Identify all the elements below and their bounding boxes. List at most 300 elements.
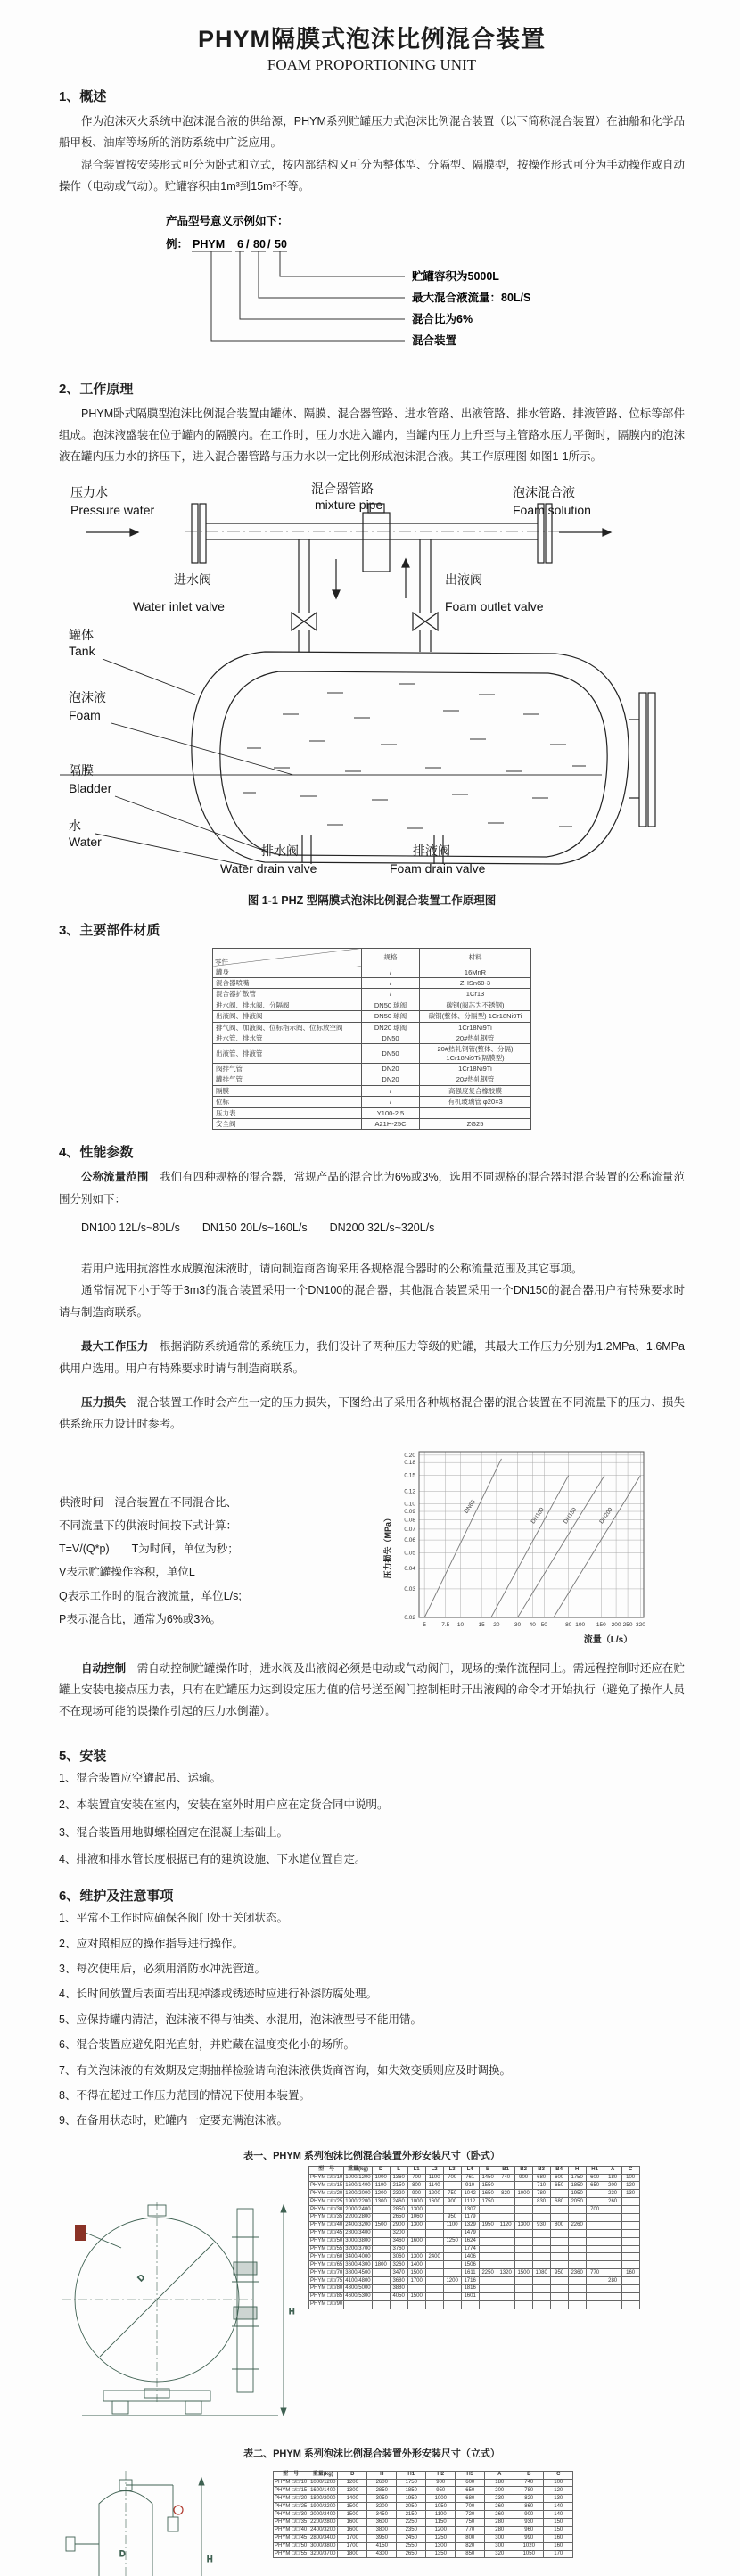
- table2-row: [274, 2511, 573, 2519]
- material-spec: Y100-2.5: [362, 1107, 420, 1118]
- material-spec: DN50 球阀: [362, 1000, 420, 1010]
- model-cell: PHYM □/□/35: [310, 2214, 343, 2220]
- dim-cell: 1500: [338, 2503, 367, 2511]
- dim-cell: [621, 2206, 639, 2214]
- section4-p2: 若用户选用抗溶性水成膜泡沫液时，请向制造商咨询采用各规格混合器时的公称流量范围及其它事项。: [81, 1263, 583, 1275]
- dim-cell: 1716: [461, 2277, 479, 2285]
- svg-text:0.09: 0.09: [404, 1508, 415, 1515]
- dim-cell: 1500: [407, 2269, 425, 2277]
- dim-cell: [550, 2190, 568, 2198]
- dim-cell: 1000/1200: [345, 2175, 371, 2181]
- dim-cell: 1506: [461, 2261, 479, 2269]
- dim-cell: [621, 2213, 639, 2221]
- dim-cell: [568, 2284, 586, 2292]
- dim-cell: 100: [621, 2174, 639, 2182]
- table2-header-cell: H2: [426, 2471, 456, 2479]
- dim-cell: 2850: [367, 2487, 397, 2495]
- dim-cell: 160: [544, 2534, 573, 2542]
- dim-cell: [568, 2237, 586, 2245]
- label-mixture-pipe-en: mixture pipe: [315, 497, 383, 512]
- dim-cell: 1300: [407, 2221, 425, 2229]
- table2-header-cell: H3: [456, 2471, 485, 2479]
- table1-header-cell: B3: [532, 2166, 550, 2174]
- dim-cell: 1329: [461, 2221, 479, 2229]
- dim-cell: [514, 2277, 532, 2285]
- dim-cell: 150: [544, 2518, 573, 2526]
- auto-control-para: [59, 1658, 685, 1723]
- dim-cell: 1300: [514, 2221, 532, 2229]
- dim-cell: 820: [497, 2190, 514, 2198]
- dim-cell: [425, 2245, 443, 2253]
- materials-header-part: 零件: [213, 948, 362, 967]
- dim-cell: 1200: [426, 2526, 456, 2534]
- dim-cell: 3060: [390, 2253, 407, 2261]
- dim-cell: 3200: [367, 2503, 397, 2511]
- dim-cell: 1800/2000: [345, 2190, 371, 2196]
- table1-row: [309, 2190, 640, 2198]
- model-designation-diagram: [166, 212, 685, 366]
- table2-header-cell: D: [338, 2471, 367, 2479]
- page-subtitle: FOAM PROPORTIONING UNIT: [267, 56, 477, 73]
- dim-cell: 1816: [461, 2284, 479, 2292]
- table1-row: [309, 2292, 640, 2300]
- table2-row: [274, 2503, 573, 2511]
- dim-cell: 1350: [426, 2550, 456, 2558]
- model-cell: PHYM □/□/15: [275, 2487, 308, 2493]
- table1-row: [309, 2198, 640, 2206]
- dim-cell: 1406: [461, 2253, 479, 2261]
- model-cell: PHYM □/□/10: [310, 2175, 343, 2181]
- dim-cell: [497, 2229, 514, 2237]
- dim-cell: [604, 2300, 621, 2309]
- dim-cell: [550, 2300, 568, 2309]
- dim-cell: 3200/3700: [308, 2550, 338, 2558]
- model-ann-device: 混合装置: [412, 333, 457, 347]
- dim-cell: 850: [456, 2550, 485, 2558]
- dim-cell: [479, 2229, 497, 2237]
- dim-cell: 2250: [479, 2269, 497, 2277]
- model-cell: PHYM □/□/65: [310, 2261, 343, 2267]
- table1-row: [309, 2245, 640, 2253]
- dim-cell: [479, 2206, 497, 2214]
- dim-cell: 1300: [372, 2198, 390, 2206]
- dim-cell: 1900/2200: [308, 2503, 338, 2511]
- label-water-inlet-en: Water inlet valve: [133, 598, 225, 613]
- dim-cell: 170: [544, 2550, 573, 2558]
- dim-cell: 1400: [338, 2495, 367, 2503]
- table2-row: [274, 2495, 573, 2503]
- dim-cell: [443, 2292, 461, 2300]
- dim-cell: 1700: [338, 2542, 367, 2550]
- label-foam-solution-en: Foam solution: [513, 502, 591, 517]
- dim-cell: 1900/2200: [345, 2198, 371, 2204]
- material-value: 有机玻璃管 φ20×3: [420, 1097, 531, 1107]
- section4-p4: [59, 1336, 685, 1379]
- dim-cell: [621, 2253, 639, 2261]
- dim-cell: [425, 2221, 443, 2229]
- model-ann-ratio: 混合比为6%: [412, 312, 473, 325]
- model-ann-volume: 贮罐容积为5000L: [412, 269, 499, 283]
- model-cell: PHYM □/□/35: [275, 2519, 308, 2525]
- dim-cell: 230: [485, 2495, 514, 2503]
- table1-header-cell: L: [390, 2166, 407, 2174]
- table1-header-cell: B1: [497, 2166, 514, 2174]
- dim-cell: [532, 2300, 550, 2309]
- dim-cell: [407, 2245, 425, 2253]
- figure-1-1-caption: 图 1-1 PHZ 型隔膜式泡沫比例混合装置工作原理图: [247, 893, 497, 907]
- supply-time-line: 供液时间 混合装置在不同混合比、: [59, 1495, 238, 1509]
- svg-text:0.02: 0.02: [404, 1614, 415, 1621]
- dim-cell: 2360: [568, 2269, 586, 2277]
- dim-cell: [443, 2206, 461, 2214]
- dim-cell: 2150: [397, 2511, 426, 2519]
- dim-cell: 600: [586, 2174, 604, 2182]
- dim-cell: [407, 2284, 425, 2292]
- table2-header-cell: H1: [397, 2471, 426, 2479]
- svg-text:DN100: DN100: [530, 1506, 546, 1525]
- dim-cell: 1500: [407, 2292, 425, 2300]
- riser-pipe: [237, 2209, 253, 2392]
- material-part-name: 进水阀、排水阀、分隔阀: [213, 1000, 362, 1010]
- table2-header-cell: C: [544, 2471, 573, 2479]
- dim-cell: [604, 2292, 621, 2300]
- maintenance-item: 3、每次使用后，必须用消防水冲洗管道。: [59, 1963, 266, 1975]
- table1-row: [309, 2206, 640, 2214]
- table1-header-cell: L1: [407, 2166, 425, 2174]
- maintenance-item: 4、长时间放置后表面若出现掉漆或锈迹时应进行补漆防腐处理。: [59, 1988, 377, 2001]
- model-cell: PHYM □/□/50: [310, 2238, 343, 2244]
- vertical-tank-drawing: [59, 2464, 273, 2576]
- dim-cell: [568, 2229, 586, 2237]
- table1-header-cell: B2: [514, 2166, 532, 2174]
- dim-cell: 680: [550, 2198, 568, 2206]
- label-foam-drain-en: Foam drain valve: [390, 860, 486, 876]
- dim-cell: 280: [485, 2526, 514, 2534]
- dim-cell: [532, 2229, 550, 2237]
- maintenance-item: 7、有关泡沫液的有效期及定期抽样检验请向泡沫液供货商咨询，如失效变质则应及时调换。: [59, 2063, 511, 2077]
- dim-cell: 2450: [397, 2534, 426, 2542]
- table2-header-cell: 重量(kg): [308, 2471, 338, 2479]
- dim-cell: [425, 2206, 443, 2214]
- dim-cell: 130: [621, 2190, 639, 2198]
- dim-cell: 950: [443, 2213, 461, 2221]
- dim-cell: [407, 2229, 425, 2237]
- dim-cell: 2350: [397, 2526, 426, 2534]
- section3-heading: 3、主要部件材质: [59, 922, 160, 938]
- dim-cell: 770: [586, 2269, 604, 2277]
- dim-cell: [532, 2245, 550, 2253]
- dim-cell: [514, 2237, 532, 2245]
- dim-cell: 1250: [426, 2534, 456, 2542]
- materials-header-material: 材料: [420, 948, 531, 967]
- supply-time-line: V表示贮罐操作容积，单位L: [59, 1566, 195, 1579]
- svg-text:30: 30: [514, 1621, 522, 1628]
- label-bladder-cn: 隔膜: [69, 762, 94, 778]
- dim-cell: 1020: [514, 2542, 544, 2550]
- dim-cell: 2000/2400: [345, 2206, 371, 2212]
- table1-header-cell: L2: [425, 2166, 443, 2174]
- dim-cell: [550, 2292, 568, 2300]
- materials-table-row: [213, 1044, 531, 1064]
- dim-cell: 990: [514, 2534, 544, 2542]
- dim-cell: 740: [514, 2479, 544, 2487]
- dim-cell: [621, 2292, 639, 2300]
- dim-cell: 761: [461, 2174, 479, 2182]
- section4-p1: [59, 1166, 685, 1210]
- dim-cell: [550, 2229, 568, 2237]
- svg-text:0.05: 0.05: [404, 1550, 415, 1557]
- model-cell: PHYM □/□/45: [310, 2230, 343, 2236]
- dim-cell: 1300: [338, 2487, 367, 2495]
- dim-cell: [497, 2261, 514, 2269]
- table2-row: [274, 2526, 573, 2534]
- table2-row: [274, 2479, 573, 2487]
- dim-cell: 160: [544, 2542, 573, 2550]
- dim-cell: [604, 2213, 621, 2221]
- dim-cell: 2260: [568, 2221, 586, 2229]
- dim-cell: [479, 2300, 497, 2309]
- dim-cell: [621, 2229, 639, 2237]
- max-pressure-text: 根据消防系统通常的系统压力，我们设计了两种压力等级的贮罐，其最大工作压力分别为1.2MPa、1.6MPa供用户选用。用户有特殊要求时请与制造商联系。: [59, 1340, 685, 1375]
- dim-cell: [497, 2277, 514, 2285]
- dim-cell: 930: [514, 2518, 544, 2526]
- dim-cell: 1200: [338, 2479, 367, 2487]
- dim-cell: 1300: [407, 2253, 425, 2261]
- dim-cell: 1100: [443, 2221, 461, 2229]
- dim-cell: 900: [514, 2511, 544, 2519]
- water-drain-valve-icon: [302, 835, 311, 864]
- table1-row: [309, 2261, 640, 2269]
- material-part-name: 安全阀: [213, 1118, 362, 1129]
- table1-row: [309, 2237, 640, 2245]
- materials-table-row: [213, 1033, 531, 1043]
- dim-cell: 3760: [390, 2245, 407, 2253]
- dim-cell: 1850: [568, 2182, 586, 2190]
- material-spec: DN20 球阀: [362, 1022, 420, 1033]
- dim-cell: [621, 2198, 639, 2206]
- dim-cell: [532, 2261, 550, 2269]
- dim-cell: 2550: [397, 2542, 426, 2550]
- svg-text:250: 250: [622, 1621, 633, 1628]
- flow-range-line: DN100 12L/s~80L/s DN150 20L/s~160L/s DN200 32L/s~320L/s: [81, 1222, 435, 1234]
- dim-cell: [479, 2284, 497, 2292]
- material-part-name: 混合器喷嘴: [213, 978, 362, 989]
- section4-p3: 通常情况下小于等于3m3的混合装置采用一个DN100的混合器，其他混合装置采用一个DN150的混合器用户有特殊要求时请与制造商联系。: [59, 1284, 685, 1319]
- material-part-name: 位标: [213, 1097, 362, 1107]
- dim-cell: 3800: [367, 2526, 397, 2534]
- label-foam-en: Foam: [69, 707, 101, 722]
- model-designation-svg: [166, 212, 585, 362]
- section4-p5: [59, 1392, 685, 1436]
- table1-row: [309, 2269, 640, 2277]
- dim-cell: 1000: [514, 2190, 532, 2198]
- label-tank-en: Tank: [69, 643, 95, 658]
- dim-cell: 1550: [479, 2182, 497, 2190]
- dim-cell: 300: [485, 2534, 514, 2542]
- dim-cell: [514, 2292, 532, 2300]
- dim-cell: [425, 2292, 443, 2300]
- dim-cell: 120: [544, 2487, 573, 2495]
- dim-cell: [532, 2284, 550, 2292]
- dim-cell: 1700: [407, 2277, 425, 2285]
- max-pressure-lead: 最大工作压力: [81, 1340, 149, 1354]
- dim-cell: 1750: [397, 2479, 426, 2487]
- label-water-en: Water: [69, 834, 102, 849]
- label-foam-solution-cn: 泡沫混合液: [513, 484, 575, 499]
- dim-cell: 1200: [372, 2190, 390, 2198]
- model-cell: PHYM □/□/15: [310, 2182, 343, 2188]
- svg-text:DN150: DN150: [562, 1506, 579, 1525]
- dim-cell: 3400/4000: [345, 2253, 371, 2259]
- svg-text:10: 10: [456, 1621, 465, 1628]
- dim-cell: 1750: [568, 2174, 586, 2182]
- dim-cell: [497, 2206, 514, 2214]
- table1-row: [309, 2182, 640, 2190]
- table2-row: [274, 2542, 573, 2550]
- pressure-loss-lead: 压力损失: [81, 1395, 127, 1409]
- model-cell: PHYM □/□/90: [310, 2301, 343, 2308]
- dim-cell: 2460: [390, 2198, 407, 2206]
- model-cell: PHYM □/□/20: [310, 2190, 343, 2196]
- dim-cell: [443, 2245, 461, 2253]
- dim-cell: [604, 2253, 621, 2261]
- dim-cell: [372, 2245, 390, 2253]
- dim-cell: [372, 2269, 390, 2277]
- dim-cell: [604, 2229, 621, 2237]
- model-slash1: /: [246, 237, 250, 251]
- dim-cell: 1500: [338, 2511, 367, 2519]
- svg-text:0.03: 0.03: [404, 1585, 415, 1593]
- svg-text:D: D: [119, 2548, 126, 2558]
- table1-row: [309, 2174, 640, 2182]
- svg-text:压力损失（MPa）: 压力损失（MPa）: [383, 1513, 392, 1579]
- foam-texture: [60, 684, 602, 828]
- table1-row: [309, 2213, 640, 2221]
- svg-text:0.10: 0.10: [404, 1501, 415, 1508]
- svg-text:0.07: 0.07: [404, 1526, 415, 1533]
- model-cell: PHYM □/□/80: [310, 2285, 343, 2292]
- dim-cell: 700: [456, 2503, 485, 2511]
- dim-cell: 750: [456, 2518, 485, 2526]
- dim-cell: 3680: [390, 2277, 407, 2285]
- pressure-loss-text: 混合装置工作时会产生一定的压力损失，下图给出了采用各种规格混合器的混合装置在不同流量下的压力、损失供系统压力设计时参考。: [59, 1395, 685, 1431]
- table1-row: [309, 2300, 640, 2309]
- mixture-pipe: [185, 504, 559, 572]
- maintenance-item: 6、混合装置应避免阳光直射，并贮藏在温度变化小的场所。: [59, 2038, 355, 2052]
- dim-cell: [479, 2253, 497, 2261]
- dim-cell: [568, 2253, 586, 2261]
- dim-cell: [586, 2190, 604, 2198]
- table2-header-cell: H: [367, 2471, 397, 2479]
- dim-cell: [586, 2300, 604, 2309]
- dim-cell: [372, 2206, 390, 2214]
- dim-cell: 800: [550, 2221, 568, 2229]
- install-item: 1、混合装置应空罐起吊、运输。: [59, 1771, 221, 1784]
- dim-cell: 4150: [367, 2542, 397, 2550]
- svg-text:D: D: [136, 2272, 147, 2284]
- material-value: 20#热轧钢管: [420, 1033, 531, 1043]
- dim-cell: 1774: [461, 2245, 479, 2253]
- model-part-volume: 50: [275, 237, 287, 251]
- dim-cell: [497, 2253, 514, 2261]
- table1-header-cell: B: [479, 2166, 497, 2174]
- dim-cell: [514, 2229, 532, 2237]
- dim-cell: 1320: [497, 2269, 514, 2277]
- dim-cell: 960: [514, 2526, 544, 2534]
- model-cell: PHYM □/□/30: [310, 2206, 343, 2212]
- material-value: [420, 1107, 531, 1118]
- dim-cell: 2050: [568, 2198, 586, 2206]
- model-cell: PHYM □/□/25: [275, 2503, 308, 2509]
- dim-cell: [550, 2245, 568, 2253]
- dim-cell: 1120: [497, 2221, 514, 2229]
- dim-cell: [532, 2206, 550, 2214]
- model-cell: PHYM □/□/20: [275, 2495, 308, 2501]
- maintenance-item: 5、应保持罐内清洁，泡沫液不得与油类、水混用，泡沫液型号不能用错。: [59, 2012, 422, 2026]
- horizontal-tank-drawing: [59, 2166, 308, 2433]
- page-title: PHYM隔膜式泡沫比例混合装置: [197, 26, 546, 53]
- dim-cell: 780: [532, 2190, 550, 2198]
- dim-cell: 800: [407, 2182, 425, 2190]
- dim-cell: 820: [514, 2495, 544, 2503]
- dim-cell: 280: [485, 2518, 514, 2526]
- label-mixture-pipe-cn: 混合器管路: [311, 481, 374, 496]
- materials-table-row: [213, 1064, 531, 1074]
- dim-cell: [604, 2237, 621, 2245]
- dim-cell: 150: [544, 2526, 573, 2534]
- dim-cell: 1300: [407, 2206, 425, 2214]
- dim-cell: 680: [456, 2495, 485, 2503]
- dim-cell: [550, 2261, 568, 2269]
- dim-cell: 4050: [390, 2292, 407, 2300]
- dim-cell: [443, 2300, 461, 2309]
- label-water-cn: 水: [69, 818, 81, 833]
- mixer-body: [363, 513, 390, 572]
- table1-header-cell: L4: [461, 2166, 479, 2174]
- dim-cell: [532, 2277, 550, 2285]
- svg-text:H: H: [207, 2554, 213, 2564]
- water-inlet-valve-icon: [292, 539, 317, 652]
- model-example-label: 例：: [166, 237, 189, 251]
- label-pressure-water-en: Pressure water: [70, 502, 155, 517]
- supply-time-line: Q表示工作时的混合液流量，单位L/s;: [59, 1589, 242, 1602]
- dim-cell: 1450: [479, 2174, 497, 2182]
- label-water-drain-cn: 排水阀: [261, 843, 299, 858]
- dim-cell: 2800/3400: [308, 2534, 338, 2542]
- install-item: 3、混合装置用地脚螺栓固定在混凝土基础上。: [59, 1825, 288, 1839]
- dim-cell: 3200/3700: [345, 2246, 371, 2252]
- dim-cell: [443, 2269, 461, 2277]
- auto-control-lead: 自动控制: [81, 1661, 127, 1675]
- dim-cell: 320: [485, 2550, 514, 2558]
- svg-text:0.18: 0.18: [404, 1459, 415, 1466]
- dim-cell: [372, 2277, 390, 2285]
- material-part-name: 出液阀、排液阀: [213, 1011, 362, 1022]
- material-spec: DN20: [362, 1064, 420, 1074]
- model-part-ratio: 6: [237, 237, 243, 251]
- table1-row: [309, 2221, 640, 2229]
- dim-cell: [497, 2213, 514, 2221]
- dim-cell: 1600: [407, 2237, 425, 2245]
- svg-text:0.06: 0.06: [404, 1536, 415, 1543]
- dim-cell: 3600: [367, 2518, 397, 2526]
- dim-cell: [621, 2221, 639, 2229]
- dim-cell: [497, 2198, 514, 2206]
- dim-cell: [568, 2292, 586, 2300]
- material-value: 高强度复合橡胶膜: [420, 1085, 531, 1096]
- dim-cell: 2250: [397, 2518, 426, 2526]
- dim-cell: 1050: [514, 2550, 544, 2558]
